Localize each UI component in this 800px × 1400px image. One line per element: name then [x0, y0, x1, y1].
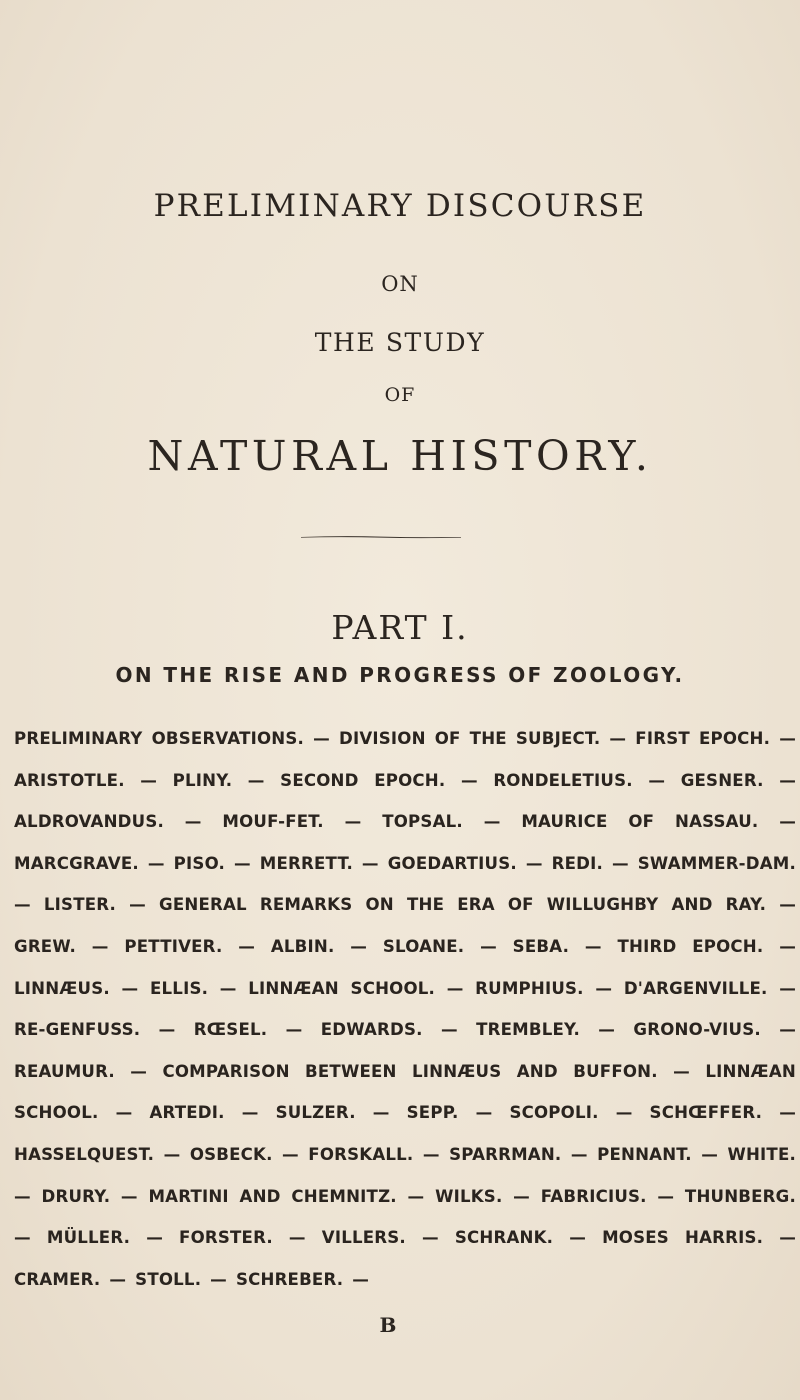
title-natural-history: NATURAL HISTORY.	[147, 432, 653, 480]
title-the-study: THE STUDY	[314, 328, 486, 357]
title-on: ON	[381, 272, 419, 296]
contents-summary: PRELIMINARY OBSERVATIONS. — DIVISION OF THE SUBJECT. — FIRST EPOCH. — ARISTOTLE. — PLINY. — SECOND EPOCH. — RONDELETIUS. — GESNER. — ALDROVANDUS. — MOUF-FET. — TOPSAL. — MAURICE OF NASSAU. — MARCGRAVE. — PISO. — MERRETT. — GOEDARTIUS. — REDI. — SWAMMER-DAM. — LISTER. — GENERAL REMARKS ON THE ERA OF WILLUGHBY AND RAY. — GREW. — PETTIVER. — ALBIN. — SLOANE. — SEBA. — THIRD EPOCH. — LINNÆUS. — ELLIS. — LINNÆAN SCHOOL. — RUMPHIUS. — D'ARGENVILLE. — RE-GENFUSS. — RŒSEL. — EDWARDS. — TREMBLEY. — GRONO-VIUS. — REAUMUR. — COMPARISON BETWEEN LINNÆUS AND BUFFON. — LINNÆAN SCHOOL. — ARTEDI. — SULZER. — SEPP. — SCOPOLI. — SCHŒFFER. — HASSELQUEST. — OSBECK. — FORSKALL. — SPARRMAN. — PENNANT. — WHITE. — DRURY. — MARTINI AND CHEMNITZ. — WILKS. — FABRICIUS. — THUNBERG. — MÜLLER. — FORSTER. — VILLERS. — SCHRANK. — MOSES HARRIS. — CRAMER. — STOLL. — SCHREBER. —	[14, 729, 796, 1289]
ornamental-rule	[301, 535, 461, 539]
part-title: PART I.	[331, 608, 469, 647]
discourse-title: PRELIMINARY DISCOURSE	[153, 188, 647, 224]
part-subtitle: ON THE RISE AND PROGRESS OF ZOOLOGY.	[115, 663, 685, 687]
title-of: OF	[384, 384, 416, 406]
signature-mark: B	[379, 1313, 397, 1337]
